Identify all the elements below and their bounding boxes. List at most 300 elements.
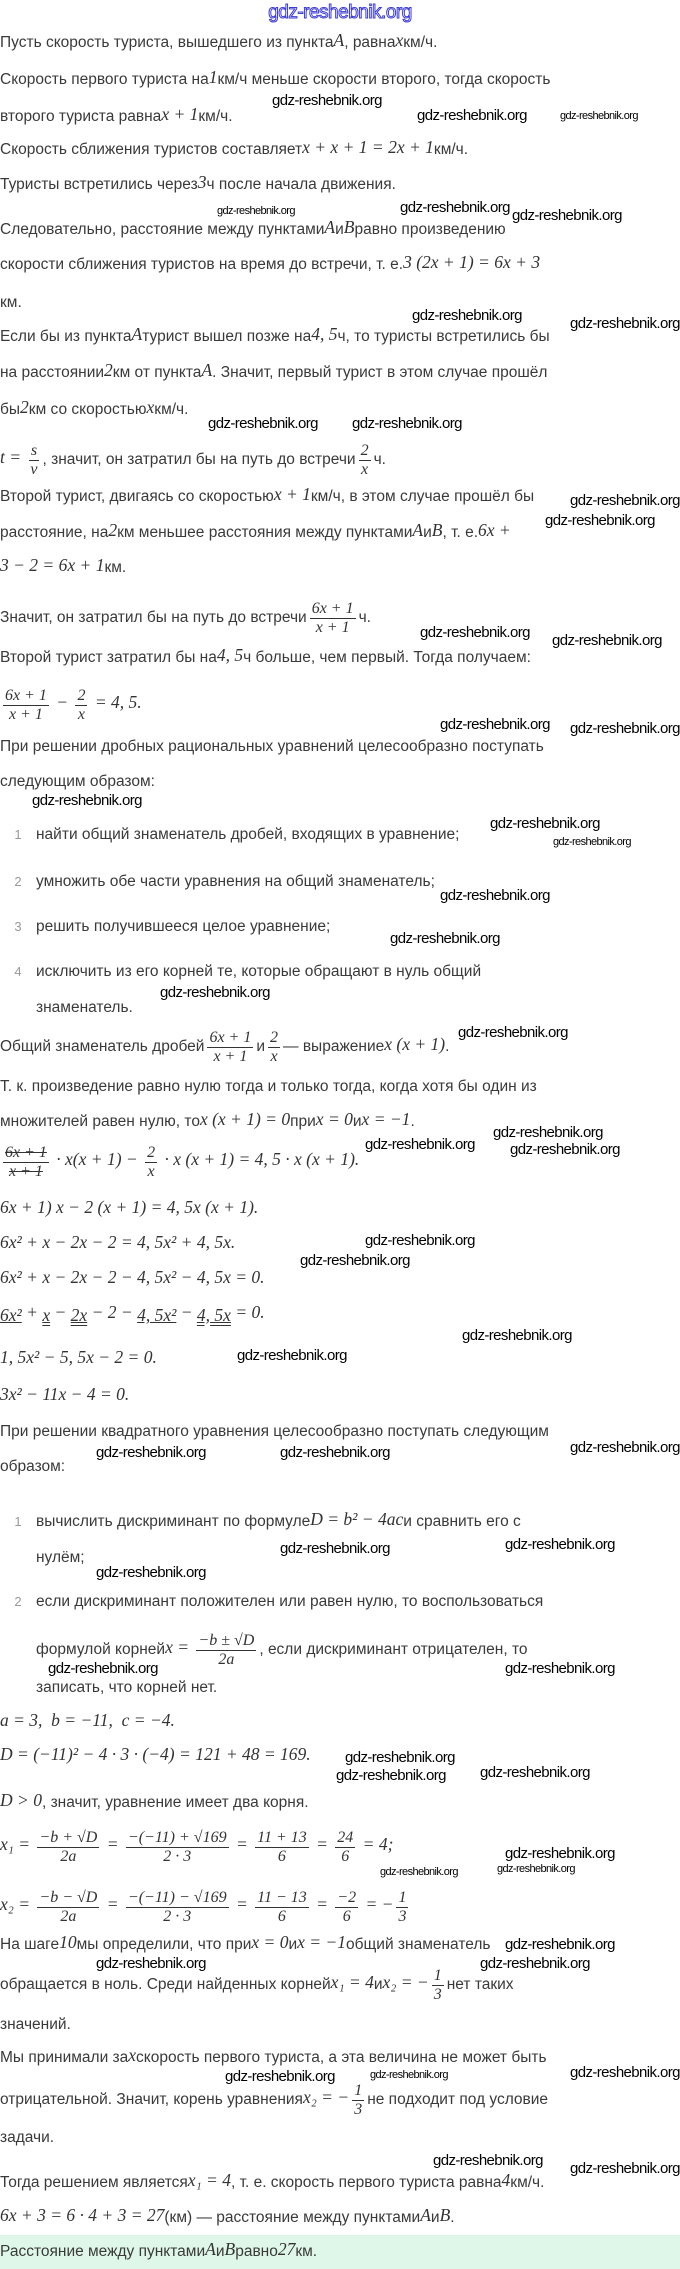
header-watermark: gdz-reshebnik.org	[268, 2, 412, 23]
text-fragment: км/ч.	[154, 401, 189, 418]
text-line	[0, 520, 511, 543]
math-expression: $4	[501, 2170, 511, 2190]
watermark-text: gdz-reshebnik.org	[440, 887, 550, 904]
watermark-text: gdz-reshebnik.org	[570, 2064, 680, 2081]
watermark-text: gdz-reshebnik.org	[417, 107, 527, 124]
text-fragment: , равна	[344, 34, 396, 51]
underlined-term: 4, 5x	[196, 1305, 231, 1325]
math-expression: = 4, 5.	[94, 692, 142, 712]
fraction	[432, 1967, 444, 2004]
math-expression: =	[316, 1894, 328, 1914]
text-line	[0, 2015, 71, 2035]
text-line	[0, 1744, 311, 1767]
text-fragment: .	[445, 1038, 450, 1055]
text-fragment: и	[288, 1936, 298, 1953]
text-fragment: записать, что корней нет.	[36, 1679, 218, 1696]
text-line	[0, 1710, 175, 1733]
text-fragment: формулой корней	[36, 1641, 166, 1658]
math-expression: $A	[131, 324, 143, 344]
math-expression: $x₂ = −	[382, 1972, 429, 1992]
text-line	[0, 1422, 549, 1442]
fraction-numerator: 6x + 1	[311, 599, 354, 617]
watermark-text: gdz-reshebnik.org	[48, 1660, 158, 1677]
text-fragment: км/ч меньше скорости второго, тогда скорость	[217, 71, 551, 88]
fraction-denominator: x + 1	[9, 1162, 43, 1180]
watermark-text: gdz-reshebnik.org	[96, 1444, 206, 1461]
text-fragment: нулём;	[36, 1549, 85, 1566]
fraction	[3, 687, 49, 724]
fraction-numerator: 6x + 1	[209, 1028, 252, 1046]
math-expression: $3 − 2 = 6x + 1	[0, 555, 105, 575]
math-expression: $x	[128, 2045, 137, 2065]
math-expression: $2	[104, 360, 113, 380]
text-line	[0, 1232, 236, 1255]
fraction-numerator: 6x + 1	[5, 1143, 47, 1161]
text-line	[0, 2205, 455, 2228]
watermark-text: gdz-reshebnik.org	[570, 492, 680, 509]
watermark-text: gdz-reshebnik.org	[570, 1439, 680, 1456]
fraction-numerator: 24	[337, 1828, 354, 1846]
text-fragment: ч больше, чем первый. Тогда получаем:	[243, 649, 531, 666]
watermark-text: gdz-reshebnik.org	[570, 2160, 680, 2177]
text-line	[36, 1631, 528, 1668]
list-number: 3	[14, 919, 22, 934]
watermark-text: gdz-reshebnik.org	[225, 2068, 335, 2085]
fraction-numerator: 2	[360, 441, 369, 459]
watermark-text: gdz-reshebnik.org	[370, 2069, 448, 2081]
math-expression: $D = b² − 4ac	[310, 1509, 404, 1529]
text-line	[0, 1888, 411, 1925]
text-line	[14, 1592, 544, 1612]
math-expression: +	[26, 1302, 38, 1322]
text-fragment: , значит, он затратил бы на путь до встречи	[42, 451, 356, 468]
watermark-text: gdz-reshebnik.org	[208, 415, 318, 432]
text-line	[0, 1077, 537, 1097]
text-fragment: второго туриста равна	[0, 108, 162, 125]
text-fragment: скорость первого туриста, а эта величина не может быть	[136, 2049, 547, 2066]
math-expression: $D > 0	[0, 1790, 42, 1810]
text-fragment: и	[335, 221, 344, 238]
fraction-denominator: 2 · 3	[163, 1847, 192, 1865]
text-fragment: км со скоростью	[28, 401, 147, 418]
fraction-numerator: 2	[270, 1028, 279, 1046]
text-fragment: Значит, он затратил бы на путь до встречи	[0, 609, 307, 626]
math-expression: −	[180, 1302, 193, 1322]
list-number: 1	[14, 827, 22, 842]
math-expression: $a = 3, b = −11, c = −4.	[0, 1710, 175, 1730]
text-fragment: .	[450, 2209, 455, 2226]
text-line	[14, 825, 460, 845]
math-expression: · x(x + 1) −	[56, 1149, 138, 1169]
watermark-text: gdz-reshebnik.org	[433, 2152, 543, 2169]
math-expression: $x (x + 1) = 0	[199, 1109, 291, 1129]
watermark-text: gdz-reshebnik.org	[352, 415, 462, 432]
text-line	[0, 599, 371, 636]
text-fragment: Тогда решением является	[0, 2174, 188, 2191]
math-expression: =	[235, 1894, 248, 1914]
math-expression: $A	[205, 2239, 216, 2259]
math-expression: $3x² − 11x − 4 = 0.	[0, 1384, 130, 1404]
fraction	[196, 1632, 256, 1669]
fraction-denominator: x	[270, 1047, 278, 1065]
watermark-text: gdz-reshebnik.org	[570, 315, 680, 332]
fraction-numerator: 2	[77, 686, 86, 704]
fraction	[310, 600, 356, 637]
text-fragment: км/ч.	[198, 108, 233, 125]
math-expression: = −	[365, 1894, 394, 1914]
fraction-denominator: x	[361, 460, 369, 478]
math-expression: $x	[146, 397, 155, 417]
text-fragment: Пусть скорость туриста, вышедшего из пункта	[0, 34, 334, 51]
text-fragment: и сравнить его с	[403, 1513, 521, 1530]
fraction-numerator: 11 − 13	[257, 1888, 307, 1906]
list-number: 2	[14, 874, 22, 889]
text-fragment: умножить обе части уравнения на общий знаменатель;	[36, 873, 435, 890]
math-expression: $x (x + 1)	[384, 1034, 446, 1054]
math-expression: −	[56, 692, 69, 712]
math-expression: $x₁ =	[0, 1834, 31, 1854]
text-fragment: на расстоянии	[0, 364, 105, 381]
answer-text	[0, 2239, 318, 2262]
watermark-text: gdz-reshebnik.org	[380, 1866, 458, 1878]
text-line	[14, 917, 331, 937]
watermark-text: gdz-reshebnik.org	[336, 1767, 446, 1784]
watermark-text: gdz-reshebnik.org	[545, 512, 655, 529]
watermark-text: gdz-reshebnik.org	[272, 92, 382, 109]
math-expression: $x + 1	[273, 484, 311, 504]
fraction-denominator: 2a	[60, 1847, 77, 1865]
math-expression: $B	[224, 2239, 236, 2259]
math-expression: =	[316, 1834, 328, 1854]
fraction-denominator: 6	[342, 1907, 351, 1925]
math-expression: $x = −1	[361, 1109, 411, 1129]
text-line	[0, 1384, 130, 1407]
math-expression: $10	[59, 1932, 77, 1952]
text-line	[0, 1790, 309, 1813]
fraction-numerator: −2	[337, 1888, 357, 1906]
text-line	[0, 1143, 360, 1180]
math-expression: $x = 0	[251, 1932, 289, 1952]
watermark-text: gdz-reshebnik.org	[365, 1232, 475, 1249]
text-fragment: Расстояние между пунктами	[0, 2243, 206, 2260]
text-line	[0, 555, 127, 578]
text-fragment: образом:	[0, 1458, 66, 1475]
text-line	[0, 67, 551, 90]
math-expression: $x₁ = 4	[187, 2170, 231, 2190]
text-line	[0, 137, 469, 160]
text-line	[0, 645, 531, 668]
fraction	[359, 442, 371, 479]
text-fragment: км.	[0, 294, 22, 311]
math-expression: $1, 5x² − 5, 5x − 2 = 0.	[0, 1347, 157, 1367]
text-line	[0, 2128, 54, 2148]
fraction	[3, 1144, 49, 1181]
text-line	[36, 1548, 85, 1568]
watermark-text: gdz-reshebnik.org	[480, 1955, 590, 1972]
text-fragment: найти общий знаменатель дробей, входящих в уравнение;	[36, 826, 460, 843]
text-fragment: мы определили, что при	[76, 1936, 252, 1953]
fraction-denominator: 3	[433, 1985, 442, 2003]
text-line	[0, 1828, 394, 1865]
text-fragment: множителей равен нулю, то	[0, 1113, 200, 1130]
text-line	[14, 872, 435, 892]
text-line	[0, 30, 438, 53]
text-line	[14, 1509, 521, 1532]
text-fragment: Мы принимали за	[0, 2049, 129, 2066]
fraction	[335, 1889, 358, 1926]
fraction-numerator: −b + √D	[39, 1828, 98, 1846]
text-line	[0, 1966, 514, 2003]
text-fragment: задачи.	[0, 2129, 55, 2146]
text-fragment: решить получившееся целое уравнение;	[36, 918, 331, 935]
text-fragment: не подходит под условие	[367, 2091, 549, 2108]
fraction-denominator: 2 · 3	[163, 1907, 192, 1925]
text-fragment: км/ч.	[433, 141, 469, 158]
math-expression: $t =	[0, 447, 22, 467]
text-line	[0, 1347, 157, 1370]
math-expression: $x =	[165, 1637, 190, 1657]
math-expression: =	[106, 1894, 119, 1914]
fraction	[255, 1829, 309, 1866]
watermark-text: gdz-reshebnik.org	[505, 1845, 615, 1862]
text-fragment: отрицательной. Значит, корень уравнения	[0, 2091, 303, 2108]
watermark-text: gdz-reshebnik.org	[440, 716, 550, 733]
text-line	[0, 1267, 265, 1290]
math-expression: $x₂ =	[0, 1894, 31, 1914]
math-expression: $6x + 3 = 6 · 4 + 3 = 27	[0, 2205, 165, 2225]
text-fragment: значений.	[0, 2016, 71, 2033]
text-fragment: , если дискриминант отрицателен, то	[259, 1641, 528, 1658]
fraction	[207, 1029, 253, 1066]
fraction-denominator: v	[30, 460, 38, 478]
text-line	[0, 104, 233, 127]
fraction	[75, 687, 87, 724]
text-line	[0, 1457, 65, 1477]
fraction	[335, 1829, 355, 1866]
math-expression: $6x +	[478, 520, 511, 540]
fraction-denominator: x	[147, 1162, 155, 1180]
math-expression: $3	[197, 172, 207, 192]
watermark-text: gdz-reshebnik.org	[493, 1124, 603, 1141]
math-expression: = 0.	[235, 1302, 265, 1322]
math-expression: $2	[108, 520, 118, 540]
watermark-text: gdz-reshebnik.org	[280, 1540, 390, 1557]
fraction	[28, 442, 39, 479]
text-line	[0, 441, 386, 478]
text-fragment: , значит, уравнение имеет два корня.	[41, 1794, 309, 1811]
text-fragment: , т. е.	[442, 524, 479, 541]
fraction-numerator: −(−11) + √169	[127, 1828, 227, 1846]
math-expression: $A	[324, 217, 336, 237]
watermark-text: gdz-reshebnik.org	[512, 207, 622, 224]
math-expression: $2	[20, 397, 29, 417]
fraction-denominator: 6	[341, 1847, 350, 1865]
text-line	[0, 1932, 491, 1955]
text-fragment: Следовательно, расстояние между пунктами	[0, 221, 325, 238]
math-expression: $B	[431, 520, 443, 540]
math-expression: $x = −1	[297, 1932, 347, 1952]
math-expression: $x + x + 1 = 2x + 1	[302, 137, 434, 157]
math-expression: · x (x + 1) = 4, 5 · x (x + 1).	[164, 1149, 360, 1169]
fraction	[352, 2082, 364, 2119]
text-fragment: и	[373, 1976, 383, 1993]
math-expression: $A	[201, 360, 213, 380]
math-expression: $3 (2x + 1) = 6x + 3	[403, 252, 541, 272]
watermark-text: gdz-reshebnik.org	[345, 1749, 455, 1766]
watermark-text: gdz-reshebnik.org	[490, 815, 600, 832]
watermark-text: gdz-reshebnik.org	[32, 792, 142, 809]
text-fragment: обращается в ноль. Среди найденных корней	[0, 1976, 331, 1993]
watermark-text: gdz-reshebnik.org	[480, 1764, 590, 1781]
fraction-numerator: 6x + 1	[5, 686, 47, 704]
fraction	[145, 1144, 157, 1181]
fraction-denominator: x + 1	[315, 618, 350, 636]
text-fragment: км от пункта	[112, 364, 202, 381]
watermark-text: gdz-reshebnik.org	[96, 1955, 206, 1972]
text-fragment: Туристы встретились через	[0, 176, 198, 193]
text-line	[0, 252, 541, 275]
fraction-denominator: 2a	[218, 1650, 235, 1668]
text-fragment: при	[290, 1113, 316, 1130]
text-fragment: — выражение	[283, 1038, 385, 1055]
text-line	[36, 1678, 217, 1698]
text-line	[0, 2081, 549, 2118]
math-expression: $(6x + 1) x − 2 (x + 1) = 4, 5x (x + 1).	[0, 1197, 259, 1217]
underlined-term: 4, 5x²	[137, 1305, 177, 1325]
text-fragment: Скорость первого туриста на	[0, 71, 209, 88]
watermark-text: gdz-reshebnik.org	[390, 930, 500, 947]
underlined-term: 6x²	[0, 1305, 22, 1325]
fraction-denominator: x + 1	[9, 705, 43, 723]
fraction	[37, 1889, 99, 1926]
text-line	[0, 324, 550, 347]
text-line	[0, 293, 22, 313]
text-fragment: км меньшее расстояния между пунктами	[117, 524, 413, 541]
fraction-numerator: 1	[398, 1888, 407, 1906]
list-number: 2	[14, 1594, 22, 1609]
text-fragment: расстояние, на	[0, 524, 109, 541]
math-expression: $x₁ = 4	[330, 1972, 374, 1992]
text-fragment: км.	[295, 2243, 318, 2260]
watermark-text: gdz-reshebnik.org	[412, 307, 522, 324]
math-expression: $x₂ = −	[302, 2087, 350, 2107]
watermark-text: gdz-reshebnik.org	[552, 632, 662, 649]
watermark-text: gdz-reshebnik.org	[570, 720, 680, 737]
underlined-term: 2x	[70, 1305, 88, 1325]
text-line	[0, 2170, 545, 2193]
list-number: 4	[14, 964, 22, 979]
text-fragment: Общий знаменатель дробей	[0, 1038, 205, 1055]
text-fragment: , т. е. скорость первого туриста равна	[230, 2174, 502, 2191]
answer-box	[0, 2235, 680, 2269]
text-fragment: ч после начала движения.	[206, 176, 396, 193]
text-line	[0, 217, 506, 240]
math-expression: $x = 0	[315, 1109, 353, 1129]
math-expression: $4, 5	[311, 324, 338, 344]
text-line	[0, 360, 548, 383]
watermark-text: gdz-reshebnik.org	[505, 1936, 615, 1953]
math-expression: $27	[277, 2239, 296, 2259]
math-expression: $A	[412, 520, 424, 540]
text-fragment: (км) — расстояние между пунктами	[164, 2209, 421, 2226]
fraction-numerator: 11 + 13	[257, 1828, 307, 1846]
fraction	[268, 1029, 280, 1066]
watermark-text: gdz-reshebnik.org	[560, 110, 638, 122]
math-expression: $x + 1	[161, 104, 199, 124]
watermark-text: gdz-reshebnik.org	[505, 1536, 615, 1553]
text-line	[0, 686, 142, 723]
watermark-text: gdz-reshebnik.org	[497, 1863, 575, 1875]
text-fragment: нет таких	[446, 1976, 514, 1993]
text-fragment: знаменатель.	[36, 999, 133, 1016]
text-fragment: км/ч.	[403, 34, 438, 51]
text-fragment: Если бы из пункта	[0, 328, 132, 345]
fraction-numerator: 1	[433, 1966, 442, 1984]
watermark-text: gdz-reshebnik.org	[300, 1252, 410, 1269]
text-line	[0, 772, 155, 792]
math-expression: $x	[395, 30, 404, 50]
watermark-text: gdz-reshebnik.org	[400, 199, 510, 216]
math-expression: $6x² + x − 2x − 2 = 4, 5x² + 4, 5x.	[0, 1232, 236, 1252]
fraction-denominator: 3	[398, 1907, 407, 1925]
math-expression: $A	[333, 30, 345, 50]
watermark-text: gdz-reshebnik.org	[462, 1327, 572, 1344]
text-line	[14, 962, 482, 982]
text-line	[0, 1028, 450, 1065]
text-line	[0, 737, 544, 757]
text-fragment: км.	[104, 559, 127, 576]
text-fragment: Скорость сближения туристов составляет	[0, 141, 303, 158]
text-line	[0, 1302, 265, 1325]
text-fragment: турист вышел позже на	[142, 328, 312, 345]
list-number: 1	[14, 1514, 22, 1529]
text-fragment: и	[256, 1038, 266, 1055]
watermark-text: gdz-reshebnik.org	[553, 836, 631, 848]
fraction	[126, 1889, 229, 1926]
text-fragment: и	[215, 2243, 225, 2260]
text-fragment: Второй турист затратил бы на	[0, 649, 217, 666]
text-fragment: следующим образом:	[0, 773, 155, 790]
watermark-text: gdz-reshebnik.org	[280, 1444, 390, 1461]
fraction-denominator: 6	[277, 1847, 286, 1865]
text-fragment: .	[410, 1113, 415, 1130]
watermark-text: gdz-reshebnik.org	[237, 1347, 347, 1364]
underlined-term: x	[42, 1305, 51, 1325]
watermark-text: gdz-reshebnik.org	[365, 1136, 475, 1153]
watermark-text: gdz-reshebnik.org	[505, 1660, 615, 1677]
fraction-numerator: 1	[354, 2081, 363, 2099]
text-fragment: равно произведению	[354, 221, 506, 238]
text-fragment: Т. к. произведение равно нулю тогда и только тогда, когда хотя бы один из	[0, 1078, 537, 1095]
text-line	[0, 484, 535, 507]
watermark-text: gdz-reshebnik.org	[96, 1564, 206, 1581]
fraction	[396, 1889, 408, 1926]
math-expression: $D = (−11)² − 4 · 3 · (−4) = 121 + 48 = 169.	[0, 1744, 311, 1764]
fraction-numerator: −b ± √D	[198, 1631, 255, 1649]
text-fragment: ч.	[373, 451, 386, 468]
text-fragment: При решении квадратного уравнения целесообразно поступать следующим	[0, 1423, 549, 1440]
text-fragment: км/ч.	[510, 2174, 545, 2191]
watermark-text: gdz-reshebnik.org	[510, 1141, 620, 1158]
math-expression: − 2 −	[91, 1302, 133, 1322]
watermark-text: gdz-reshebnik.org	[160, 984, 270, 1001]
math-expression: $B	[343, 217, 355, 237]
text-fragment: бы	[0, 401, 21, 418]
text-fragment: . Значит, первый турист в этом случае прошёл	[212, 364, 548, 381]
text-fragment: При решении дробных рациональных уравнений целесообразно поступать	[0, 738, 544, 755]
text-fragment: км/ч, в этом случае прошёл бы	[310, 488, 535, 505]
math-expression: −	[54, 1302, 67, 1322]
